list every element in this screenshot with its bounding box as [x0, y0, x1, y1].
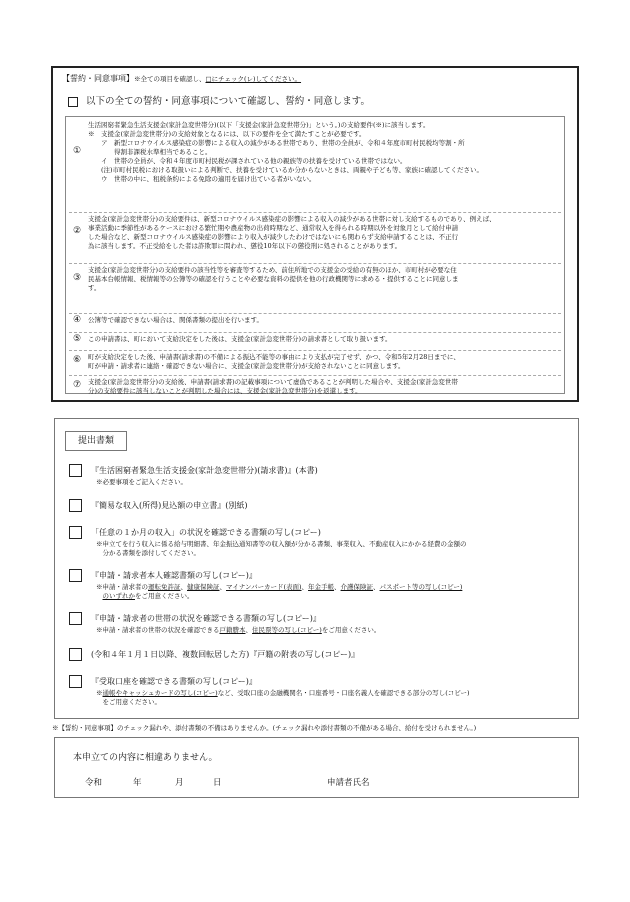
- document-note: [96, 478, 566, 487]
- agreement-item-text: [88, 335, 558, 344]
- day-label: 日: [213, 778, 222, 788]
- agreement-item-line: した場合など、新型コロナウイルス感染症の影響により収入が減少したわけではないにも関わらず支給申請することは、不正行: [88, 233, 459, 241]
- document-checkbox[interactable]: [69, 675, 82, 688]
- item-divider: [69, 375, 561, 376]
- agreement-section: [51, 66, 579, 402]
- document-note-line: のいずれかをご用意ください。: [102, 592, 194, 600]
- agreement-item-line: (注)市町村民税における取扱いによる判断で、扶養を受けているか分からないときは、両親や子ども等、家族に確認してください。: [88, 166, 483, 174]
- document-note-line: ※通帳やキャッシュカードの写し(コピー)など、受取口座の金融機関名・口座番号・口座名義人を確認できる部分の写し(コピー): [96, 689, 470, 697]
- item-divider: [69, 350, 561, 351]
- agreement-item-number: ⑥: [72, 355, 82, 365]
- agreement-item-number: ③: [72, 272, 82, 283]
- agreement-item-number: ④: [72, 315, 82, 325]
- document-note-line: ※申立てを行う収入に係る給与明細書、年金振込通知書等の収入額が分かる書類、事業収入、不動産収入にかかる経費の金額の: [96, 540, 467, 548]
- document-checkbox[interactable]: [69, 648, 82, 661]
- agreement-item-line: 得割非課税水準相当であること。: [88, 148, 212, 156]
- item-divider: [69, 313, 561, 314]
- agreement-items-list: [65, 116, 565, 394]
- agreement-item-number: ⑤: [72, 334, 82, 344]
- agreement-item-text: [88, 316, 558, 325]
- confirmation-section: [54, 737, 579, 798]
- document-note: [96, 626, 566, 635]
- item-divider: [69, 212, 561, 213]
- agreement-item-line: 支援金(家計急変世帯分)の支給要件は、新型コロナウイルス感染症の影響による収入の減少がある世帯に対し支給するものであり、例えば、: [88, 215, 496, 223]
- agree-all-label: 以下の全ての誓約・同意事項について確認し、誓約・同意します。: [86, 96, 371, 107]
- agreement-item-text: [88, 215, 558, 251]
- documents-label: 提出書類: [65, 431, 127, 451]
- month-label: 月: [175, 778, 184, 788]
- agreement-item-text: [88, 353, 558, 371]
- agreement-item-line: 民基本台帳情報、税情報等の公簿等の確認を行うことや必要な資料の提供を他の行政機関等に求める・提供することに同意しま: [88, 275, 459, 283]
- agreement-item-text: [88, 121, 558, 184]
- agreement-item-text: [88, 378, 558, 396]
- agreement-item-line: ウ 世帯の中に、租税条約による免除の適用を届け出ている者がいない。: [88, 175, 316, 183]
- document-title: 『申請・請求者本人確認書類の写し(コピー)』: [91, 571, 257, 580]
- document-note: [96, 540, 566, 558]
- document-checkbox[interactable]: [69, 612, 82, 625]
- agreement-item-number: ②: [72, 226, 82, 236]
- item-divider: [69, 263, 561, 264]
- document-note-line: ※申請・請求者の世帯の状況を確認できる戸籍謄本、住民票等の写し(コピー)をご用意ください。: [96, 626, 381, 634]
- agreement-instruction: ※全ての項目を確認し、: [134, 75, 206, 83]
- agreement-item-number: ⑦: [72, 380, 82, 390]
- document-title: 「任意の１か月の収入」の状況を確認できる書類の写し(コピー): [91, 528, 321, 537]
- agreement-item-line: 支援金(家計急変世帯分)の支給要件の該当性等を審査等するため、前住所地での支援金の受給の有無のほか、市町村が必要な住: [88, 266, 457, 274]
- agreement-item-line: ※ 支援金(家計急変世帯分)の支給対象となるには、以下の要件を全て満たすことが必要です。: [88, 130, 366, 138]
- document-note-line: をご用意ください。: [96, 698, 161, 706]
- agreement-title: 【誓約・同意事項】: [62, 74, 134, 83]
- document-note-line: 分かる書類を添付してください。: [96, 549, 200, 557]
- document-checkbox[interactable]: [69, 526, 82, 539]
- document-title: 『生活困窮者緊急生活支援金(家計急変世帯分)(請求書)』(本書): [91, 466, 318, 475]
- document-note: [96, 583, 566, 601]
- agreement-item-line: この申請書は、町において支給決定をした後は、支援金(家計急変世帯分)の請求書として取り扱います。: [88, 335, 392, 343]
- document-note-line: ※必要事項をご記入ください。: [96, 478, 187, 486]
- item-divider: [69, 332, 561, 333]
- applicant-name-label: 申請者氏名: [327, 778, 370, 788]
- document-checkbox[interactable]: [69, 464, 82, 477]
- agreement-item-line: す。: [88, 284, 101, 292]
- agreement-item-line: ア 新型コロナウイルス感染症の影響による収入の減少がある世帯であり、世帯の全員が、令和４年度市町村民税均等割・所: [88, 139, 465, 147]
- agreement-item-number: ①: [72, 145, 82, 156]
- agreement-item-line: 支援金(家計急変世帯分)の支給後、申請書(請求書)の記載事項について虚偽であることが判明した場合や、支援金(家計急変世帯: [88, 378, 458, 386]
- era-label: 令和: [85, 778, 103, 788]
- agreement-item-line: 町が申請・請求者に連絡・確認できない場合に、支援金(家計急変世帯分)が支給されないことに同意します。: [88, 362, 405, 370]
- document-title: (令和４年１月１日以降、複数回転居した方)『戸籍の附表の写し(コピー)』: [91, 650, 360, 659]
- document-title: 『簡易な収入(所得)見込額の申立書』(別紙): [91, 501, 248, 510]
- documents-section: [54, 418, 579, 719]
- agreement-item-line: 分)の支給要件に該当しないことが判明した場合には、支援金(家計急変世帯分)を返還します。: [88, 387, 362, 395]
- check-reminder-note: ※【誓約・同意事項】のチェック漏れや、添付書類の不備はありませんか。(チェック漏れや添付書類の不備がある場合、給付を受けられません。): [52, 724, 477, 732]
- document-title: 『申請・請求者の世帯の状況を確認できる書類の写し(コピー)』: [91, 614, 321, 623]
- document-checkbox[interactable]: [69, 569, 82, 582]
- agreement-item-text: [88, 266, 558, 293]
- agree-all-row: [68, 96, 370, 108]
- document-checkbox[interactable]: [69, 499, 82, 512]
- agreement-item-line: 町が支給決定をした後、申請書(請求書)の不備による振込不能等の事由により支払が完了せず、かつ、令和5年2月28日までに、: [88, 353, 460, 361]
- agreement-item-line: 生活困窮者緊急生活支援金(家計急変世帯分)(以下「支援金(家計急変世帯分)」という。)の支給要件(※)に該当します。: [88, 121, 430, 129]
- document-note: [96, 689, 566, 707]
- agreement-instruction-underlined: □にチェック(レ)してください。: [205, 75, 302, 83]
- confirmation-statement: 本申立ての内容に相違ありません。: [73, 753, 218, 763]
- agreement-header: [62, 73, 301, 84]
- agreement-item-line: イ 世帯の全員が、令和４年度市町村民税が課されている他の親族等の扶養を受けている世帯ではない。: [88, 157, 407, 165]
- agreement-item-line: 事業活動に季節性があるケースにおける繁忙期や農産物の出荷時期など、通常収入を得られる時期以外を対象月として給付申請: [88, 224, 459, 232]
- agreement-item-line: 為に該当します。不正受給をした者は詐欺罪に問われ、懲役10年以下の懲役刑に処されることがあります。: [88, 242, 402, 250]
- document-title: 『受取口座を確認できる書類の写し(コピー)』: [91, 677, 257, 686]
- year-label: 年: [133, 778, 142, 788]
- agreement-item-line: 公簿等で確認できない場合は、関係書類の提出を行います。: [88, 316, 263, 324]
- agree-all-checkbox[interactable]: [68, 97, 78, 107]
- document-note-line: ※申請・請求者の運転免許証、健康保険証、マイナンバーカード(表面)、年金手帳、介護保険証、パスポート等の写し(コピー): [96, 583, 463, 591]
